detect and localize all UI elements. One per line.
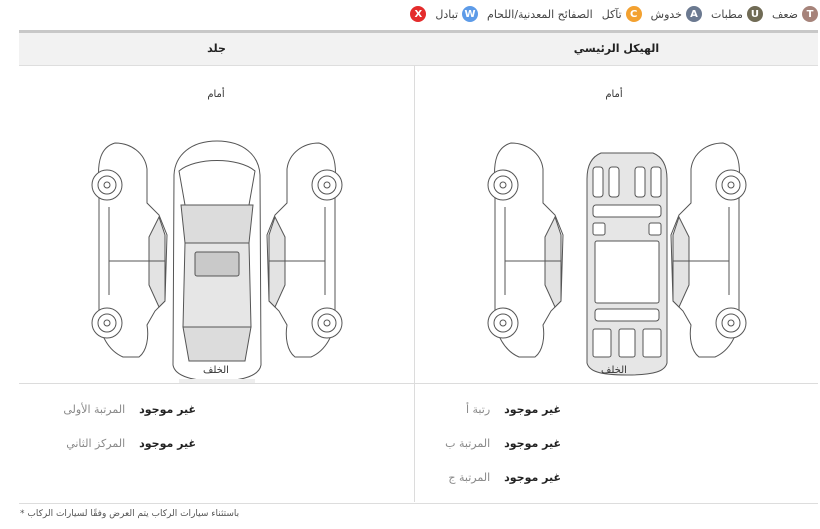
skin-column-title: جلد [207,42,226,55]
inspection-panel [19,30,818,504]
front-label: أمام [207,89,225,100]
damage-legend [0,0,820,28]
legend-label: مطبات [711,7,743,21]
detail-label: المرتبة الأولى [63,403,126,416]
detail-label: المرتبة ج [448,471,491,484]
detail-value: غير موجود [504,403,561,416]
legend-item-sheet-metal [487,8,593,21]
structure-diagram [415,65,818,383]
detail-row [445,437,561,450]
header-row [19,33,818,66]
detail-label: المركز الثاني [66,437,126,450]
detail-row [448,471,561,484]
detail-value: غير موجود [139,437,196,450]
legend-label: الصفائح المعدنية/اللحام [487,7,593,21]
legend-item-x [406,6,426,22]
legend-label: تبادل [435,7,459,21]
row-divider [19,383,818,384]
legend-label: خدوش [650,7,682,21]
skin-details [19,385,414,502]
legend-item-dents [711,6,763,22]
X-badge-icon: X [410,6,426,22]
legend-item-corrosion [602,6,642,22]
rear-label: الخلف [601,365,627,376]
detail-value: غير موجود [504,437,561,450]
legend-item-exchange [435,6,478,22]
detail-value: غير موجود [139,403,196,416]
C-badge-icon: C [626,6,642,22]
W-badge-icon: W [462,6,478,22]
car-frame-diagram [415,65,818,383]
right-side-view [671,143,746,357]
footnote: * باستثناء سيارات الركاب يتم العرض وفقًا لسيارات الركاب [20,509,240,519]
detail-row [63,403,196,416]
left-side-view [488,143,563,357]
U-badge-icon: U [747,6,763,22]
car-exterior-diagram [19,65,414,383]
A-badge-icon: A [686,6,702,22]
structure-details [415,385,818,502]
legend-item-weakness [772,6,818,22]
detail-label: المرتبة ب [445,437,491,450]
frame-top-view [587,153,667,375]
skin-diagram [19,65,414,383]
structure-column-title: الهيكل الرئيسي [573,42,660,55]
detail-row [466,403,561,416]
detail-label: رتبة أ [465,403,491,416]
front-label: أمام [605,89,623,100]
legend-label: تآكل [601,7,622,21]
legend-label: ضعف [771,7,798,21]
right-side-view [267,143,342,357]
T-badge-icon: T [802,6,818,22]
legend-item-scratches [651,6,702,22]
top-view [173,141,261,383]
left-side-view [92,143,167,357]
detail-value: غير موجود [504,471,561,484]
detail-row [66,437,196,450]
rear-label: الخلف [203,365,229,376]
